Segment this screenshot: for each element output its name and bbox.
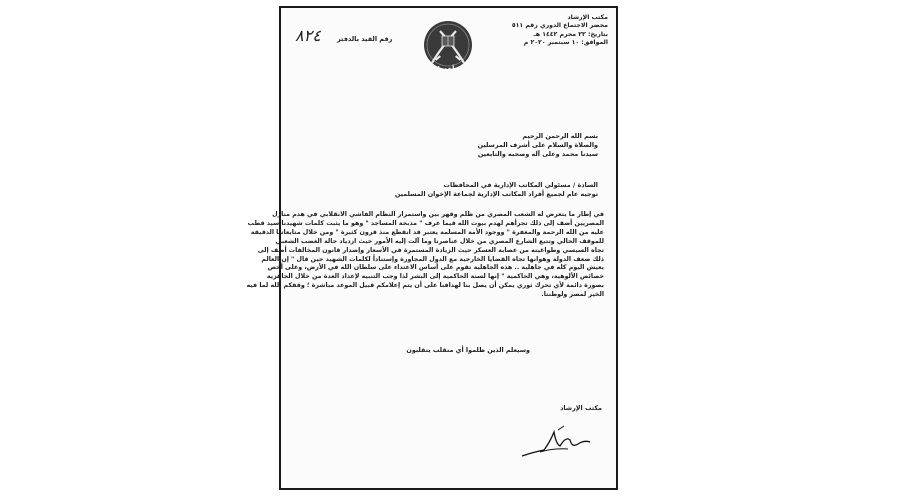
- body-line: عليه من الله الرحمة والمغفرة " ووجود الأمة المسلمة يعتبر قد انقطع منذ قرون كثيرة " ومن خلال متابعاتنا الدقيقة: [250, 228, 604, 236]
- emblem-motto: وأعدوا: [437, 65, 459, 73]
- greeting-line: سيدنا محمد وعلى آله وصحبه والتابعين: [477, 150, 598, 158]
- body-line: في إطار ما يتعرض له الشعب المصري من ظلم وقهر بين واستمرار النظام الفاشي الانقلابي في هدم منازل: [272, 211, 604, 218]
- header-info: [498, 14, 608, 48]
- body-line: للموقف الحالي وتتبع الشارع المصري من خلال عناصرنا وما آلت إليه الأمور حيث ازدياد حالة الغضب الشعبي: [275, 237, 604, 245]
- header-date-hijri: بتاريخ: ٢٢ محرم ١٤٤٢ هـ: [533, 30, 608, 38]
- address-line: السادة / مسئولي المكاتب الإدارية في المحافظات: [443, 181, 598, 189]
- body-line: بصورة دائمة لأي تحرك ثوري يمكن أن يصل بنا لهدافنا على أن يتم إعلامكم قبيل الموعد مباشرة ؛ وفقكم الله لما فيه: [246, 282, 604, 290]
- signature-icon: [520, 422, 592, 462]
- body-paragraph: [246, 211, 604, 300]
- header-date-gregorian: الموافق: ١٠ سبتمبر ٢٠٢٠ م: [523, 39, 608, 47]
- body-line: الخير لمصر ولوطننا.: [541, 291, 604, 299]
- signer-name: مكتب الإرشاد: [560, 404, 602, 412]
- body-line: تجاه السيسي وطواغيته من عصابة العسكر حيث الزيادة المستمرة في الأسعار وإصدار قانون المخالفات أضف إلى: [257, 246, 604, 254]
- body-line: المصريين أضف إلى ذلك تجرأهم لهدم بيوت الله فيما عرف " مذبحة المساجد " وهو ما يثبت كلمات شهيدنا سيد قطب: [247, 219, 604, 227]
- greeting-line: بسم الله الرحمن الرحيم: [522, 132, 598, 140]
- address-block: [338, 181, 598, 199]
- body-line: ذلك ضعف الدولة وهوانها تجاه القضايا الخارجية مع الدول المجاورة وإستناداً لكلمات الشهيد حين قال " إن العالم: [261, 255, 604, 263]
- greeting-line: والصلاة والسلام على أشرف المرسلين: [477, 141, 598, 149]
- registry-box: [293, 26, 413, 52]
- registry-number: ٨٢٤: [295, 26, 321, 45]
- registry-label: رقم القيد بالدفتر: [337, 35, 393, 43]
- greeting-block: [398, 132, 598, 159]
- emblem-icon: [422, 19, 474, 75]
- address-line: توجيه عام لجميع أفراد المكاتب الإدارية لجماعة الإخوان المسلمين: [394, 190, 598, 198]
- header-office: مكتب الإرشاد: [567, 14, 608, 21]
- body-line: خصائص الألوهية، وهي الحاكمية " إنها لسنة الحاكمية إلى البشر لذا وجب التنبيه لإعداد العدة من خلال الجاهزية: [266, 273, 604, 281]
- document-page: [246, 6, 618, 490]
- body-line: يعيش اليوم كله في جاهلية .. هذه الجاهلية تقوم على أساس الاعتداء على سلطان الله في الأرض، وعلى أخص: [267, 264, 604, 272]
- header-minutes: محضر الاجتماع الدوري رقم ٥١١: [511, 22, 608, 30]
- closing-line: وسيعلم الذين ظلموا أي منقلب ينقلبون: [406, 346, 530, 354]
